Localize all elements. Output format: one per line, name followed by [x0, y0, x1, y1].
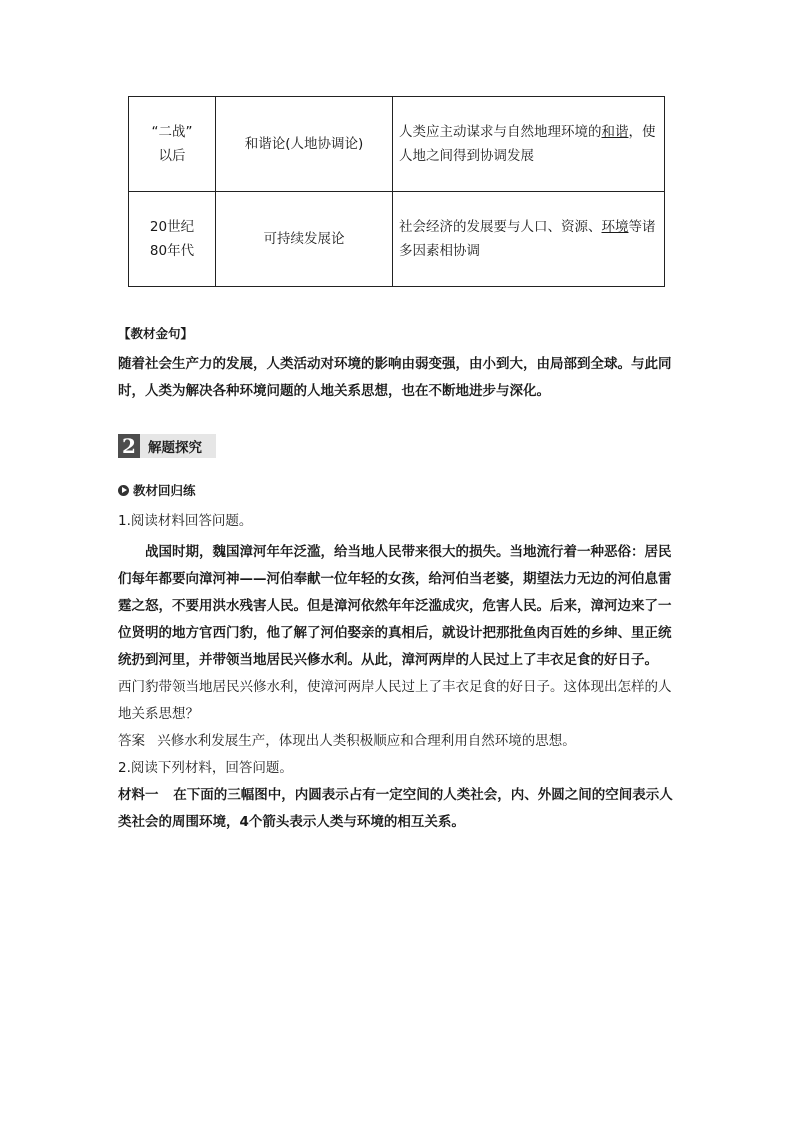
period-line: “二战” [151, 124, 193, 140]
question-2-title: 2.阅读下列材料，回答问题。 [118, 760, 293, 776]
golden-text: 随着社会生产力的发展，人类活动对环境的影响由弱变强，由小到大，由局部到全球。与此同时，人类为解决各种环境问题的人地关系思想，也在不断地进步与深化。 [118, 356, 672, 399]
section-title: 解题探究 [148, 440, 202, 456]
question-block [118, 508, 678, 836]
description-text: ，使人地之间得到协调发展 [399, 124, 656, 164]
description-text: 等诸多因素相协调 [399, 219, 656, 259]
section-number: 2 [118, 434, 140, 458]
underlined-keyword: 环境 [601, 219, 629, 235]
period-line: 80年代 [149, 243, 195, 259]
history-table [128, 96, 665, 287]
play-circle-icon [118, 485, 129, 496]
table-row [129, 97, 665, 192]
question-1-answer [118, 728, 678, 755]
period-line: 20世纪 [149, 219, 195, 235]
question-2-material [118, 782, 678, 836]
underlined-keyword: 和谐 [601, 124, 629, 140]
material-label: 材料一 [118, 787, 159, 803]
question-1-prompt: 西门豹带领当地居民兴修水利，使漳河两岸人民过上了丰衣足食的好日子。这体现出怎样的人地关系思想？ [118, 679, 672, 722]
period-cell [129, 97, 216, 192]
theory-cell: 可持续发展论 [216, 192, 393, 287]
period-cell [129, 192, 216, 287]
answer-text: 兴修水利发展生产，体现出人类积极顺应和合理利用自然环境的思想。 [157, 733, 576, 749]
question-1-material: 战国时期，魏国漳河年年泛滥，给当地人民带来很大的损失。当地流行着一种恶俗：居民们每年都要向漳河神——河伯奉献一位年轻的女孩，给河伯当老婆，期望法力无边的河伯息雷霆之怒，不要用洪水残害人民。但是漳河依然年年泛滥成灾，危害人民。后来，漳河边来了一位贤明的地方官西门豹，他了解了河伯娶亲的真相后，就设计把那批鱼肉百姓的乡绅、里正统统扔到河里，并带领当地居民兴修水利。从此，漳河两岸的人民过上了丰衣足食的好日子。 [118, 544, 672, 668]
period-line: 以后 [158, 148, 186, 164]
description-text: 社会经济的发展要与人口、资源、 [399, 219, 602, 235]
description-text: 人类应主动谋求与自然地理环境的 [399, 124, 602, 140]
golden-heading: 【教材金句】 [118, 326, 194, 341]
practice-heading [118, 481, 196, 499]
description-cell [393, 192, 665, 287]
section-header [118, 434, 216, 458]
practice-heading-text: 教材回归练 [133, 483, 196, 498]
answer-label: 答案 [118, 733, 145, 749]
question-1-title: 1.阅读材料回答问题。 [118, 513, 253, 529]
material-text: 在下面的三幅图中，内圆表示占有一定空间的人类社会，内、外圆之间的空间表示人类社会的周围环境，4个箭头表示人类与环境的相互关系。 [118, 787, 673, 830]
table-row [129, 192, 665, 287]
description-cell [393, 97, 665, 192]
theory-cell: 和谐论(人地协调论) [216, 97, 393, 192]
golden-quote [118, 320, 678, 405]
